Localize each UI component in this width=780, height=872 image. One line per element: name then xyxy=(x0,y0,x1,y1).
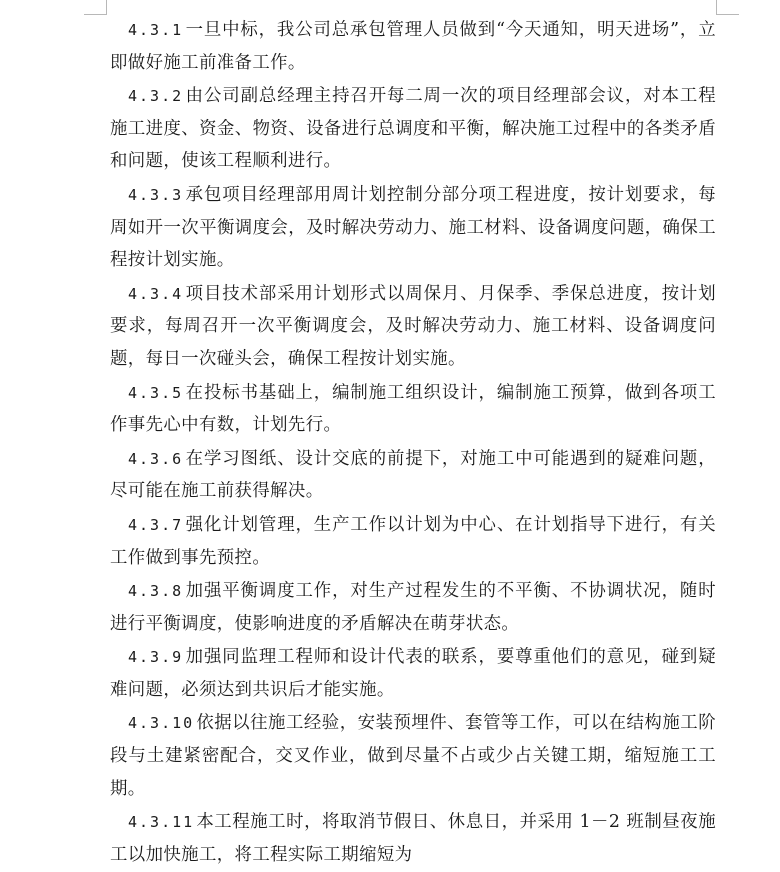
clause-number: 4.3.3 xyxy=(128,185,184,204)
clause-number: 4.3.9 xyxy=(128,648,184,667)
clause-number: 4.3.4 xyxy=(128,284,184,303)
paragraph-4-3-1 xyxy=(110,14,716,79)
paragraph-4-3-8 xyxy=(110,575,716,640)
clause-text: 加强平衡调度工作，对生产过程发生的不平衡、不协调状况，随时进行平衡调度，使影响进度的矛盾解决在萌芽状态。 xyxy=(110,581,716,634)
crop-mark-top-right xyxy=(716,0,739,15)
clause-text: 由公司副总经理主持召开每二周一次的项目经理部会议，对本工程施工进度、资金、物资、设备进行总调度和平衡，解决施工过程中的各类矛盾和问题，使该工程顺利进行。 xyxy=(110,86,716,172)
crop-mark-top-left xyxy=(84,0,107,15)
clause-text: 强化计划管理，生产工作以计划为中心、在计划指导下进行，有关工作做到事先预控。 xyxy=(110,514,716,568)
document-body xyxy=(110,14,716,872)
clause-number: 4.3.8 xyxy=(128,582,184,601)
clause-number: 4.3.6 xyxy=(128,449,184,468)
paragraph-4-3-9 xyxy=(110,641,716,706)
clause-text: 加强同监理工程师和设计代表的联系，要尊重他们的意见，碰到疑难问题，必须达到共识后才能实施。 xyxy=(110,647,716,700)
paragraph-4-3-6 xyxy=(110,443,716,508)
clause-number: 4.3.1 xyxy=(128,21,184,39)
clause-number: 4.3.7 xyxy=(128,515,184,534)
clause-text: 依据以往施工经验，安装预埋件、套管等工作，可以在结构施工阶段与土建紧密配合，交叉作业，做到尽量不占或少占关键工期，缩短施工工期。 xyxy=(110,713,716,799)
paragraph-4-3-4 xyxy=(110,278,716,376)
clause-text: 在学习图纸、设计交底的前提下，对施工中可能遇到的疑难问题，尽可能在施工前获得解决。 xyxy=(110,448,716,502)
paragraph-4-3-2 xyxy=(110,80,716,178)
paragraph-4-3-10 xyxy=(110,707,716,805)
clause-text: 在投标书基础上，编制施工组织设计，编制施工预算，做到各项工作事先心中有数，计划先行。 xyxy=(110,382,716,436)
clause-number: 4.3.10 xyxy=(128,714,195,733)
paragraph-4-3-5 xyxy=(110,377,716,442)
paragraph-4-3-7 xyxy=(110,509,716,574)
clause-number: 4.3.5 xyxy=(128,383,184,402)
clause-number: 4.3.11 xyxy=(128,813,195,832)
clause-text: 承包项目经理部用周计划控制分部分项工程进度，按计划要求，每周如开一次平衡调度会，及时解决劳动力、施工材料、设备调度问题，确保工程按计划实施。 xyxy=(110,184,716,271)
clause-text: 一旦中标，我公司总承包管理人员做到“今天通知，明天进场”，立即做好施工前准备工作。 xyxy=(110,20,716,73)
clause-text: 本工程施工时，将取消节假日、休息日，并采用 1－2 班制昼夜施工以加快施工，将工程实际工期缩短为 xyxy=(110,812,716,865)
clause-text: 项目技术部采用计划形式以周保月、月保季、季保总进度，按计划要求，每周召开一次平衡调度会，及时解决劳动力、施工材料、设备调度问题，每日一次碰头会，确保工程按计划实施。 xyxy=(110,283,716,369)
paragraph-4-3-11 xyxy=(110,806,716,871)
clause-number: 4.3.2 xyxy=(128,87,184,106)
paragraph-4-3-3 xyxy=(110,179,716,277)
